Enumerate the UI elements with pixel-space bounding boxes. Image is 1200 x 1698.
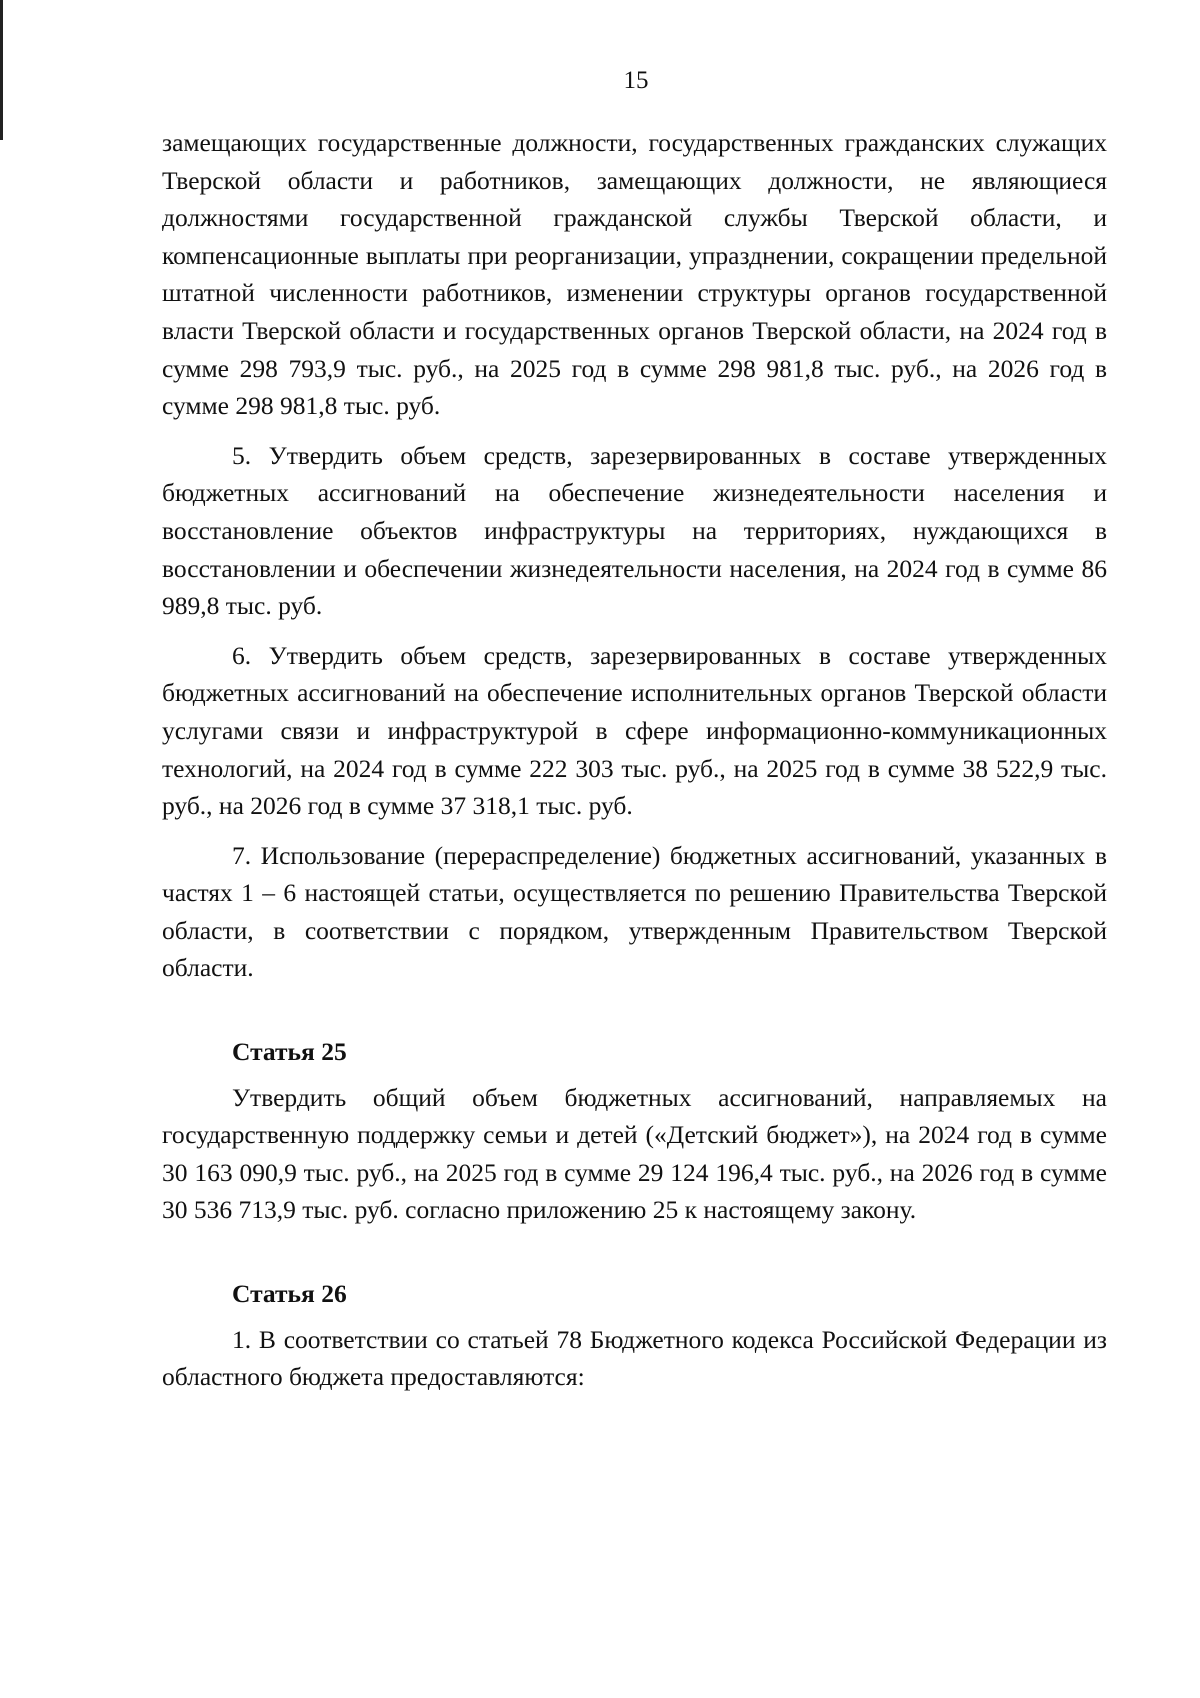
paragraph-item-6: 6. Утвердить объем средств, зарезервированных в составе утвержденных бюджетных ассигнований на обеспечение исполнительных органов Тверской области услугами связи и инфраструктурой в сфере информационно-коммуникационных технологий, на 2024 год в сумме 222 303 тыс. руб., на 2025 год в сумме 38 522,9 тыс. руб., на 2026 год в сумме 37 318,1 тыс. руб. — [162, 640, 1107, 821]
article-25-text: Утвердить общий объем бюджетных ассигнований, направляемых на государственную поддержку семьи и детей («Детский бюджет»), на 2024 год в сумме 30 163 090,9 тыс. руб., на 2025 год в сумме 29 124 196,4 тыс. руб., на 2026 год в сумме 30 536 713,9 тыс. руб. согласно приложению 25 к настоящему закону. — [162, 1082, 1107, 1225]
paragraph-continuation: замещающих государственные должности, государственных гражданских служащих Тверской области и работников, замещающих должности, не являющиеся должностями государственной гражданской службы Тверской области, и компенсационные выплаты при реорганизации, упразднении, сокращении предельной штатной численности работников, изменении структуры органов государственной власти Тверской области и государственных органов Тверской области, на 2024 год в сумме 298 793,9 тыс. руб., на 2025 год в сумме 298 981,8 тыс. руб., на 2026 год в сумме 298 981,8 тыс. руб. — [162, 128, 1107, 421]
page-number: 15 — [623, 67, 649, 94]
paragraph-item-7: 7. Использование (перераспределение) бюджетных ассигнований, указанных в частях 1 – 6 настоящей статьи, осуществляется по решению Правительства Тверской области, в соответствии с порядком, утвержденным Правительством Тверской области. — [162, 840, 1107, 983]
article-25-heading: Статья 25 — [232, 1037, 347, 1067]
article-26-heading: Статья 26 — [232, 1279, 347, 1309]
article-26-text: 1. В соответствии со статьей 78 Бюджетного кодекса Российской Федерации из областного бюджета предоставляются: — [162, 1324, 1107, 1392]
paragraph-item-5: 5. Утвердить объем средств, зарезервированных в составе утвержденных бюджетных ассигнований на обеспечение жизнедеятельности населения и восстановление объектов инфраструктуры на территориях, нуждающихся в восстановлении и обеспечении жизнедеятельности населения, на 2024 год в сумме 86 989,8 тыс. руб. — [162, 440, 1107, 621]
document-body — [162, 124, 1107, 1396]
